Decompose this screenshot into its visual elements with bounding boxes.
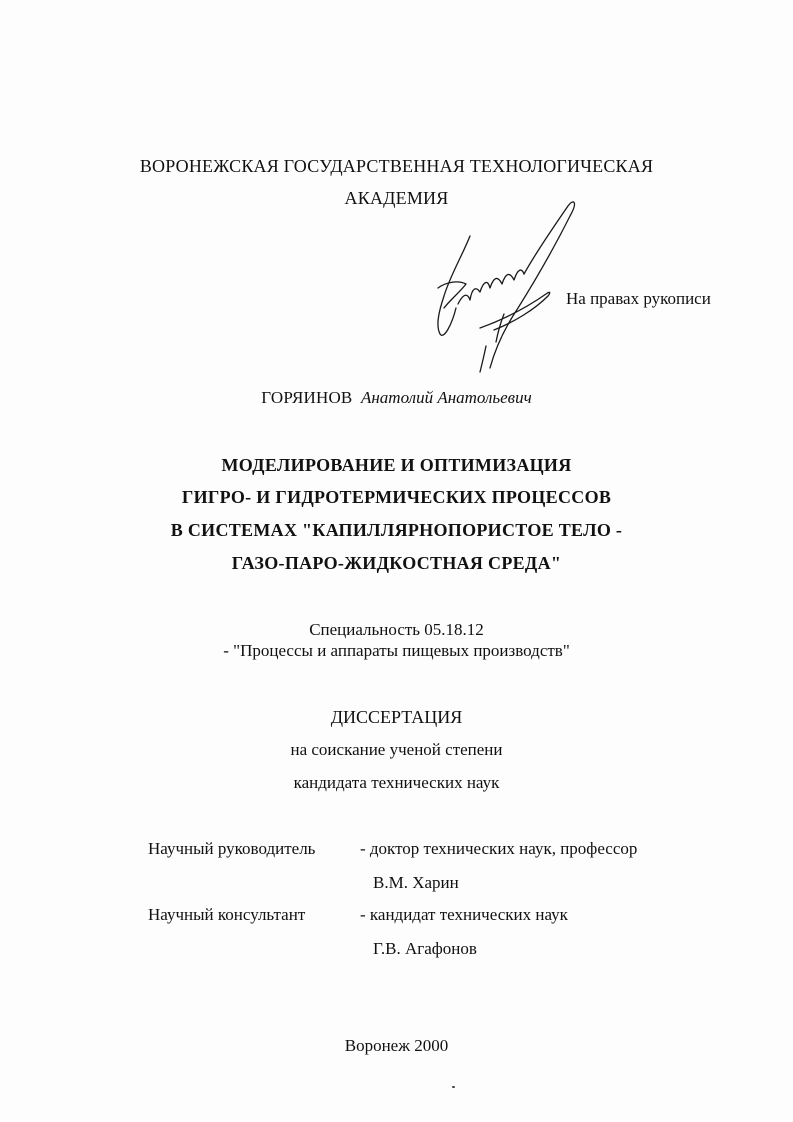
dissertation-title-line2: ГИГРО- И ГИДРОТЕРМИЧЕСКИХ ПРОЦЕССОВ <box>181 487 612 507</box>
author-surname: ГОРЯИНОВ <box>261 388 353 407</box>
dissertation-title-line3: В СИСТЕМАХ "КАПИЛЛЯРНОПОРИСТОЕ ТЕЛО - <box>170 520 623 540</box>
advisor-name: В.М. Харин <box>373 873 459 892</box>
consultant-label: Научный консультант <box>148 905 306 924</box>
specialty-name: - "Процессы и аппараты пищевых производств" <box>223 641 570 660</box>
institution-name-line2: АКАДЕМИЯ <box>344 188 449 208</box>
advisor-title: - доктор технических наук, профессор <box>360 839 638 858</box>
dissertation-title-line4: ГАЗО-ПАРО-ЖИДКОСТНАЯ СРЕДА" <box>231 553 562 573</box>
consultant-title: - кандидат технических наук <box>360 905 568 924</box>
institution-name-line1: ВОРОНЕЖСКАЯ ГОСУДАРСТВЕННАЯ ТЕХНОЛОГИЧЕСКАЯ <box>139 156 654 176</box>
scan-speck <box>452 1086 455 1088</box>
degree-line2: кандидата технических наук <box>293 773 500 792</box>
consultant-name: Г.В. Агафонов <box>373 939 477 958</box>
advisor-label: Научный руководитель <box>148 839 316 858</box>
handwritten-signature-icon <box>410 196 585 376</box>
manuscript-rights-note: На правах рукописи <box>566 289 711 308</box>
specialty-code: Специальность 05.18.12 <box>309 620 484 639</box>
city-and-year: Воронеж 2000 <box>344 1036 449 1055</box>
dissertation-title-line1: МОДЕЛИРОВАНИЕ И ОПТИМИЗАЦИЯ <box>221 455 572 475</box>
author-line <box>0 388 793 408</box>
degree-line1: на соискание ученой степени <box>290 740 503 759</box>
author-given-names: Анатолий Анатольевич <box>360 388 532 407</box>
document-type-heading: ДИССЕРТАЦИЯ <box>330 707 463 727</box>
